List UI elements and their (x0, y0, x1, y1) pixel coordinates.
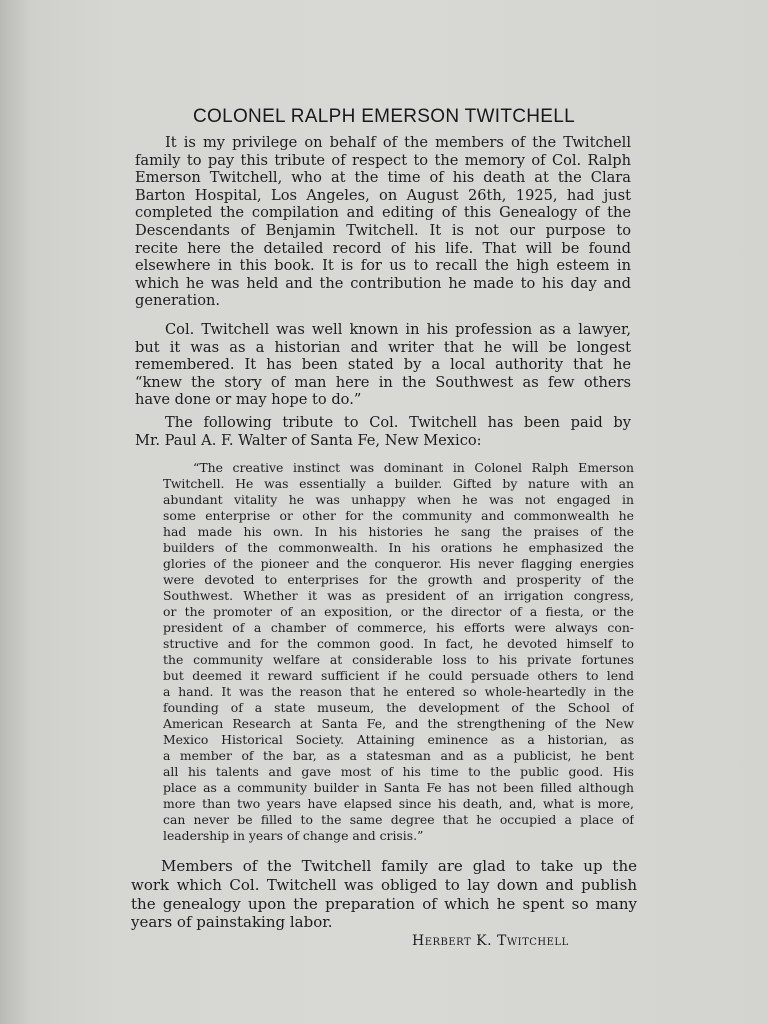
quote-line: had made his own. In his histories he sang the praises of the (163, 524, 634, 539)
page-title: COLONEL RALPH EMERSON TWITCHELL (193, 106, 575, 127)
quote-line: glories of the pioneer and the conqueror. His never flagging energies (163, 556, 634, 571)
quote-line: or the promoter of an exposition, or the director of a fiesta, or the (163, 604, 634, 619)
text-line: but it was as a historian and writer that he will be longest (135, 338, 631, 356)
text-line: Mr. Paul A. F. Walter of Santa Fe, New Mexico: (135, 431, 482, 449)
text-line: Members of the Twitchell family are glad to take up the (161, 857, 637, 875)
quote-line: “The creative instinct was dominant in Colonel Ralph Emerson (193, 460, 634, 475)
quote-line: Twitchell. He was essentially a builder. Gifted by nature with an (163, 476, 634, 491)
quote-line: Southwest. Whether it was as president of an irrigation congress, (163, 588, 634, 603)
quote-line: founding of a state museum, the development of the School of (163, 700, 634, 715)
paragraph-following-tribute (135, 414, 631, 449)
paragraph-historian (135, 321, 631, 409)
text-line: the genealogy upon the preparation of which he spent so many (131, 894, 637, 913)
text-line: recite here the detailed record of his life. That will be found (135, 239, 631, 257)
quote-line: leadership in years of change and crisis.” (163, 828, 424, 843)
quote-line: a member of the bar, as a statesman and as a publicist, he bent (163, 748, 634, 763)
quote-line: were devoted to enterprises for the growth and prosperity of the (163, 572, 634, 587)
quote-line: Mexico Historical Society. Attaining eminence as a historian, as (163, 732, 634, 747)
text-line: The following tribute to Col. Twitchell has been paid by (165, 414, 631, 431)
quote-line: builders of the commonwealth. In his orations he emphasized the (163, 540, 634, 555)
quote-line: abundant vitality he was unhappy when he was not engaged in (163, 492, 634, 507)
block-quote (163, 460, 634, 844)
text-line: completed the compilation and editing of this Genealogy of the (135, 204, 631, 222)
text-line: family to pay this tribute of respect to the memory of Col. Ralph (135, 151, 631, 169)
text-line: years of painstaking labor. (131, 913, 333, 932)
quote-line: structive and for the common good. In fact, he devoted himself to (163, 636, 634, 651)
text-line: work which Col. Twitchell was obliged to lay down and publish (131, 875, 637, 894)
text-line: Descendants of Benjamin Twitchell. It is not our purpose to (135, 221, 631, 239)
quote-line: the community welfare at considerable loss to his private fortunes (163, 652, 634, 667)
quote-line: can never be filled to the same degree that he occupied a place of (163, 812, 634, 827)
text-line: It is my privilege on behalf of the members of the Twitchell (165, 134, 631, 151)
paragraph-closing (131, 857, 637, 932)
text-line: Emerson Twitchell, who at the time of his death at the Clara (135, 169, 631, 187)
quote-line: a hand. It was the reason that he entered so whole-heartedly in the (163, 684, 634, 699)
text-line: generation. (135, 292, 221, 310)
text-line: have done or may hope to do.” (135, 391, 362, 409)
quote-line: some enterprise or other for the community and commonwealth he (163, 508, 634, 523)
text-line: remembered. It has been stated by a local authority that he (135, 356, 631, 374)
signature: Herbert K. Twitchell (412, 933, 569, 949)
quote-line: president of a chamber of commerce, his efforts were always con- (163, 620, 634, 635)
text-line: elsewhere in this book. It is for us to recall the high esteem in (135, 257, 631, 275)
quote-line: but deemed it reward sufficient if he could persuade others to lend (163, 668, 634, 683)
text-line: Barton Hospital, Los Angeles, on August 26th, 1925, had just (135, 186, 631, 204)
text-line: Col. Twitchell was well known in his profession as a lawyer, (165, 321, 631, 338)
text-line: “knew the story of man here in the Southwest as few others (135, 373, 631, 391)
quote-line: more than two years have elapsed since his death, and, what is more, (163, 796, 634, 811)
paragraph-tribute-intro (135, 134, 631, 310)
text-line: which he was held and the contribution he made to his day and (135, 274, 631, 292)
quote-line: place as a community builder in Santa Fe has not been filled although (163, 780, 634, 795)
quote-line: American Research at Santa Fe, and the strengthening of the New (163, 716, 634, 731)
quote-line: all his talents and gave most of his time to the public good. His (163, 764, 634, 779)
